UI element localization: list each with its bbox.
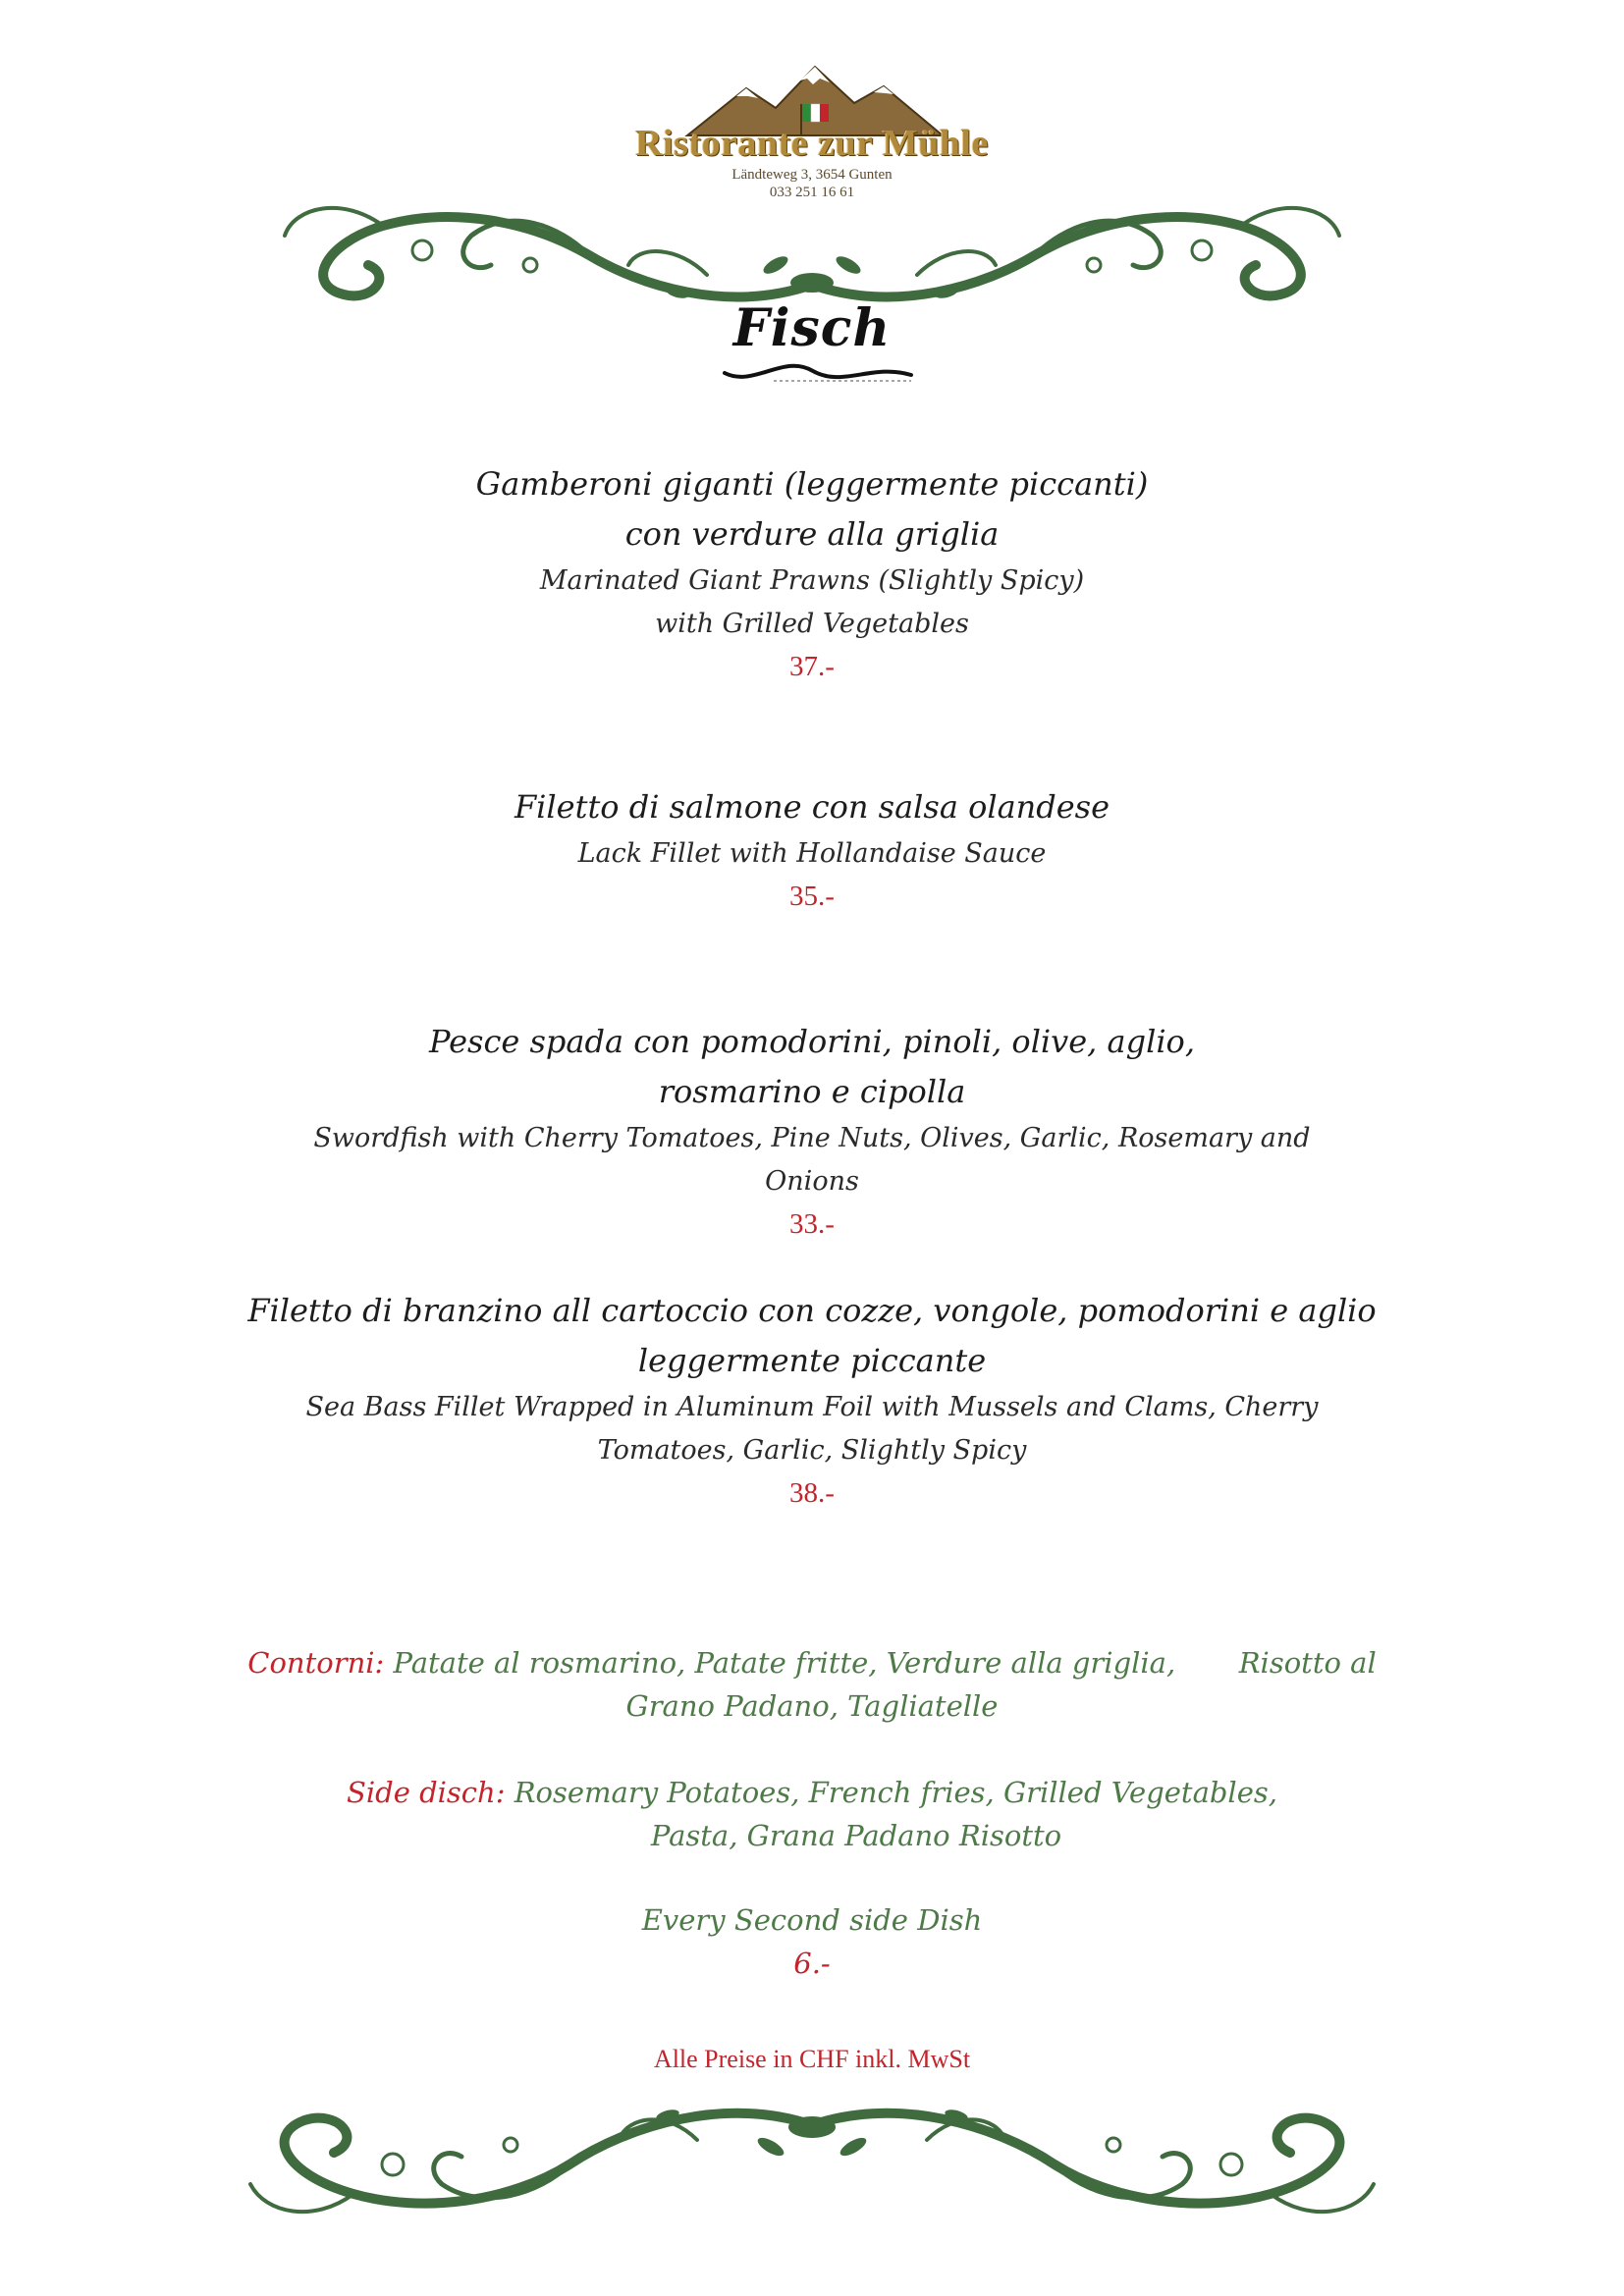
side-dish-block <box>147 1771 1477 1857</box>
side-dish-text: Pasta, Grana Padano Risotto <box>650 1819 1062 1852</box>
contorni-text: Grano Padano, Tagliatelle <box>625 1689 999 1723</box>
item-italian-name: Filetto di salmone con salsa olandese <box>514 788 1110 826</box>
item-english-name: Lack Fillet with Hollandaise Sauce <box>577 838 1047 869</box>
side-dish-label: Side disch: <box>347 1776 506 1809</box>
item-english-name: Swordfish with Cherry Tomatoes, Pine Nuts, Olives, Garlic, Rosemary and <box>313 1123 1311 1153</box>
logo-phone: 033 251 16 61 <box>769 185 855 200</box>
vat-note: Alle Preise in CHF inkl. MwSt <box>653 2045 971 2073</box>
item-italian-name: leggermente piccante <box>637 1342 987 1379</box>
contorni-label: Contorni: <box>247 1646 385 1680</box>
menu-item <box>177 459 1447 687</box>
item-italian-name: Pesce spada con pomodorini, pinoli, olive, aglio, <box>429 1023 1195 1060</box>
contorni-block <box>147 1641 1477 1728</box>
logo-address: Ländteweg 3, 3654 Gunten <box>731 167 893 183</box>
every-second-block <box>147 1898 1477 1985</box>
section-title: Fisch <box>732 298 892 358</box>
side-dish-line <box>147 1771 1477 1814</box>
item-english-name: Tomatoes, Garlic, Slightly Spicy <box>597 1435 1027 1466</box>
item-italian-name: Filetto di branzino all cartoccio con cozze, vongole, pomodorini e aglio <box>247 1292 1377 1329</box>
item-italian-name: rosmarino e cipolla <box>658 1073 966 1110</box>
item-english-name: Marinated Giant Prawns (Slightly Spicy) <box>539 565 1085 596</box>
item-price: 38.- <box>789 1477 835 1509</box>
item-english-name: Sea Bass Fillet Wrapped in Aluminum Foil with Mussels and Clams, Cherry <box>305 1392 1319 1422</box>
footer-ornament <box>226 2086 1398 2243</box>
title-swash <box>715 344 921 393</box>
item-italian-name: Gamberoni giganti (leggermente piccanti) <box>475 465 1149 503</box>
item-english-name: Onions <box>765 1166 859 1197</box>
menu-item <box>177 1017 1447 1245</box>
item-italian-name: con verdure alla griglia <box>624 515 1000 553</box>
side-dish-text: Rosemary Potatoes, French fries, Grilled Vegetables, <box>514 1776 1277 1809</box>
every-second-text: Every Second side Dish <box>641 1903 983 1937</box>
logo-name: Ristorante zur Mühle <box>635 123 989 164</box>
menu-item <box>157 1286 1467 1514</box>
menu-item <box>177 782 1447 917</box>
every-second-price: 6.- <box>793 1947 831 1980</box>
contorni-text: Patate al rosmarino, Patate fritte, Verdure alla griglia, Risotto al <box>393 1646 1377 1680</box>
contorni-line <box>147 1641 1477 1684</box>
header-ornament <box>265 167 1359 314</box>
item-english-name: with Grilled Vegetables <box>655 609 969 639</box>
item-price: 37.- <box>789 651 835 682</box>
item-price: 35.- <box>789 881 835 912</box>
item-price: 33.- <box>789 1208 835 1240</box>
